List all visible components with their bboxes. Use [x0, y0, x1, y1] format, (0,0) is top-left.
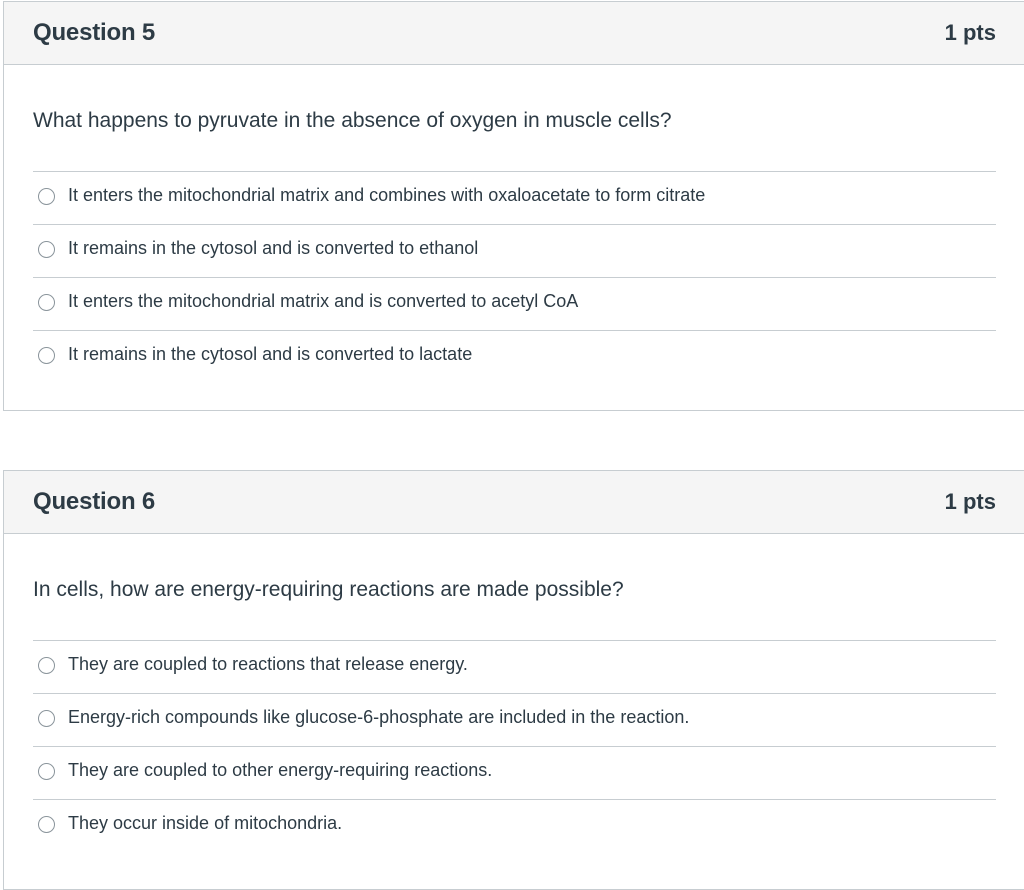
radio-button[interactable]: [38, 763, 55, 780]
answer-option[interactable]: [33, 800, 996, 852]
answer-label[interactable]: It remains in the cytosol and is converted to ethanol: [68, 238, 479, 258]
radio-button[interactable]: [38, 816, 55, 833]
answer-label[interactable]: It enters the mitochondrial matrix and combines with oxaloacetate to form citrate: [68, 185, 706, 205]
radio-button[interactable]: [38, 710, 55, 727]
radio-button[interactable]: [38, 188, 55, 205]
question-header: [4, 471, 1024, 534]
answer-option[interactable]: [33, 641, 996, 694]
answer-label[interactable]: It enters the mitochondrial matrix and is converted to acetyl CoA: [68, 291, 579, 311]
answer-option[interactable]: [33, 278, 996, 331]
answer-option[interactable]: [33, 172, 996, 225]
radio-button[interactable]: [38, 241, 55, 258]
radio-button[interactable]: [38, 347, 55, 364]
answer-label[interactable]: They are coupled to reactions that release energy.: [68, 654, 468, 674]
answer-option[interactable]: [33, 694, 996, 747]
radio-button[interactable]: [38, 657, 55, 674]
answer-label[interactable]: It remains in the cytosol and is converted to lactate: [68, 344, 473, 364]
question-title: Question 5: [33, 19, 156, 46]
question-text: What happens to pyruvate in the absence of oxygen in muscle cells?: [33, 109, 672, 132]
answer-option[interactable]: [33, 225, 996, 278]
answer-option[interactable]: [33, 747, 996, 800]
question-points: 1 pts: [944, 20, 996, 45]
question-text: In cells, how are energy-requiring reactions are made possible?: [33, 578, 624, 601]
question-6: [3, 470, 1024, 890]
answer-label[interactable]: They occur inside of mitochondria.: [68, 813, 343, 833]
answer-list: [33, 640, 996, 852]
question-5: [3, 1, 1024, 411]
question-header: [4, 2, 1024, 65]
answer-list: [33, 171, 996, 383]
answer-label[interactable]: They are coupled to other energy-requiring reactions.: [68, 760, 493, 780]
question-title: Question 6: [33, 488, 156, 515]
radio-button[interactable]: [38, 294, 55, 311]
question-points: 1 pts: [944, 489, 996, 514]
answer-label[interactable]: Energy-rich compounds like glucose-6-phosphate are included in the reaction.: [68, 707, 690, 727]
answer-option[interactable]: [33, 331, 996, 383]
